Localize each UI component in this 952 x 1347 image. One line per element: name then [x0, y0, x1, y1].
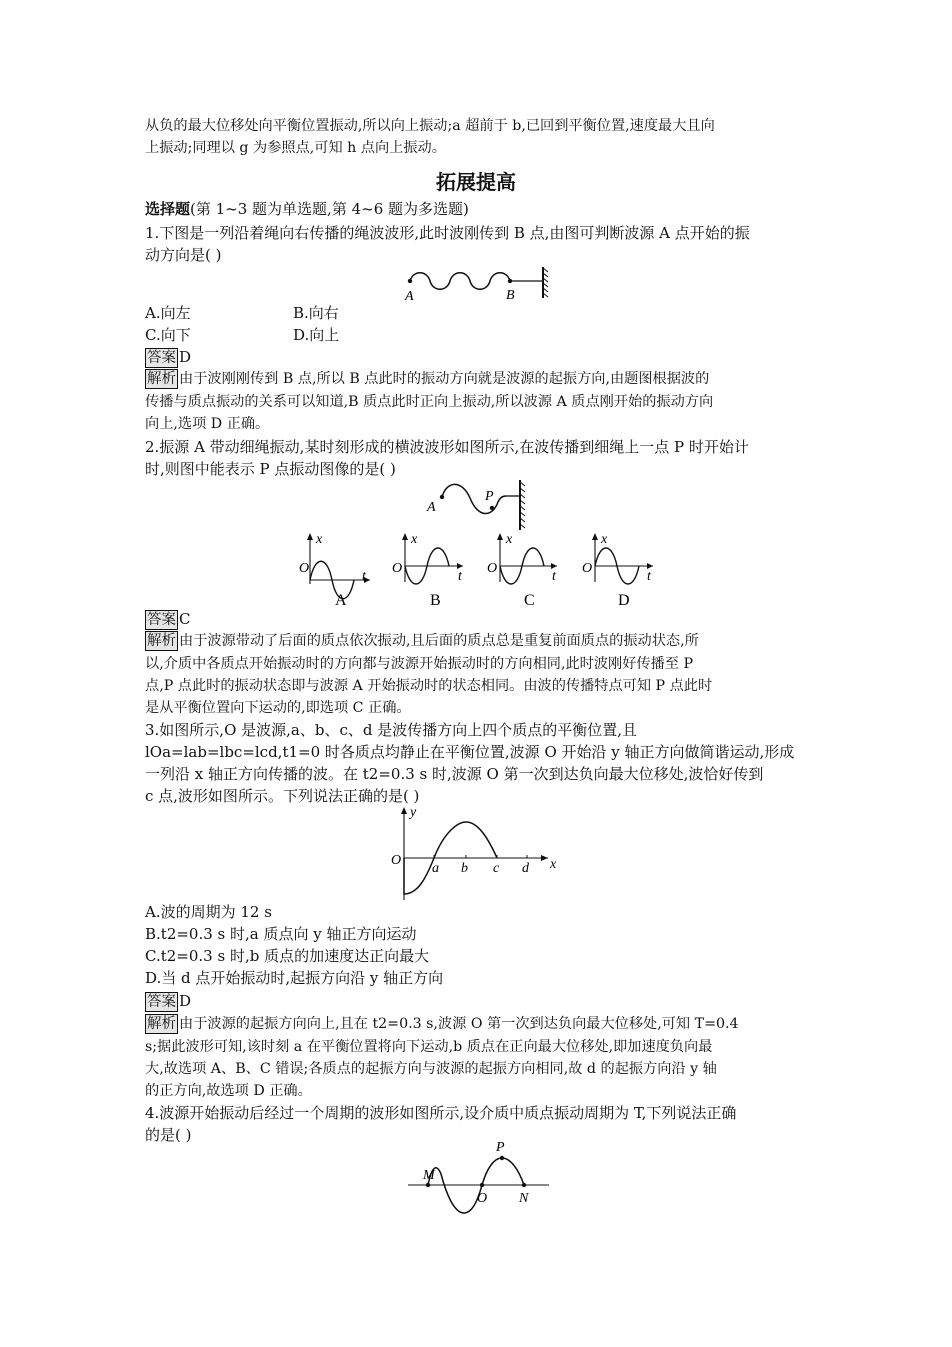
q3-analysis-line-4: 的正方向,故选项 D 正确。: [145, 1083, 312, 1099]
q3-line-1: 3.如图所示,O 是波源,a、b、c、d 是波传播方向上四个质点的平衡位置,且: [145, 721, 637, 739]
q1-label-b: B: [506, 288, 515, 303]
q1-rope-wave-figure: [395, 262, 565, 304]
q1-analysis-line-1: 解析 由于波刚刚传到 B 点,所以 B 点此时的振动方向就是波源的起振方向,由题图根据波的: [147, 371, 710, 387]
q1-answer-value: D: [179, 348, 192, 366]
svg-text:x: x: [316, 532, 323, 547]
q1-answer: [145, 347, 815, 369]
q1-analysis-line-2: 传播与质点振动的关系可以知道,B 质点此时正向上振动,所以波源 A 质点刚开始的振动方向: [145, 394, 714, 410]
q1-line-2: 动方向是( ): [145, 246, 222, 264]
svg-text:O: O: [582, 561, 593, 576]
q4-line-1: 4.波源开始振动后经过一个周期的波形如图所示,设介质中质点振动周期为 T,下列说法正确: [145, 1104, 737, 1122]
intro-line-1: 从负的最大位移处向平衡位置振动,所以向上振动;a 超前于 b,已回到平衡位置,速度最大且向: [145, 118, 715, 134]
q2-answer-tag: 答案: [147, 612, 176, 628]
q3-analysis-line-1: 解析 由于波源的起振方向向上,且在 t2=0.3 s,波源 O 第一次到达负向最大位移处,可知 T=0.4: [147, 1016, 739, 1032]
svg-text:x: x: [601, 532, 608, 547]
svg-text:O: O: [392, 561, 403, 576]
q1-option-b: B.向右: [293, 304, 339, 322]
q2-line-2: 时,则图中能表示 P 点振动图像的是( ): [145, 460, 396, 478]
q2-label-p: P: [485, 489, 494, 504]
q2-analysis-line-3: 点,P 点此时的振动状态即与波源 A 开始振动时的状态相同。由波的传播特点可知 P 点此时: [145, 678, 713, 694]
q2-analysis-tag: 解析: [147, 633, 176, 649]
q2-wave-curve: [442, 484, 506, 513]
q3-label-y: y: [410, 805, 417, 820]
q1-option-c: C.向下: [145, 326, 191, 344]
q2-point-p: [490, 506, 494, 510]
q4-label-o: O: [477, 1191, 488, 1206]
q3-analysis-line-3: 大,故选项 A、B、C 错误;各质点的起振方向与波源的起振方向相同,故 d 的起振方向沿 y 轴: [145, 1061, 717, 1077]
q2-analysis-line-2: 以,介质中各质点开始振动时的方向都与波源开始振动时的方向相同,此时波刚好传播至 P: [145, 656, 694, 672]
q2-answer: [145, 609, 815, 631]
q4-point-p: [500, 1156, 504, 1160]
q4-line-2: 的是( ): [145, 1126, 192, 1144]
q1-analysis-tag: 解析: [147, 371, 176, 387]
section-title: 拓展提高: [436, 170, 516, 194]
svg-text:A: A: [335, 592, 347, 609]
q3-answer: [145, 991, 815, 1013]
q2-graph-d: [582, 532, 653, 609]
q4-point-o: [480, 1183, 484, 1187]
q2-graph-b: [392, 532, 463, 609]
q3-wave-figure: [388, 802, 568, 902]
q3-option-c: C.t2=0.3 s 时,b 质点的加速度达正向最大: [145, 947, 430, 965]
q3-option-b: B.t2=0.3 s 时,a 质点向 y 轴正方向运动: [145, 925, 417, 943]
q4-wave-figure: [404, 1138, 554, 1218]
q3-line-2: lOa=lab=lbc=lcd,t1=0 时各质点均静止在平衡位置,波源 O 开始沿 y 轴正方向做简谐运动,形成: [145, 743, 795, 761]
q3-answer-value: D: [179, 992, 192, 1010]
q2-rope-wave-figure: [422, 478, 532, 533]
q2-graph-c: [487, 532, 557, 609]
q3-line-4: c 点,波形如图所示。下列说法正确的是( ): [145, 787, 420, 805]
svg-text:O: O: [299, 561, 310, 576]
q2-label-a: A: [427, 500, 436, 515]
q1-point-a: [408, 279, 412, 283]
svg-text:t: t: [552, 569, 556, 584]
q3-label-o: O: [391, 853, 402, 868]
section-note: (第 1~3 题为单选题,第 4~6 题为多选题): [190, 200, 469, 218]
q1-point-b: [508, 279, 512, 283]
section-label: 选择题: [145, 200, 191, 218]
svg-text:B: B: [430, 592, 441, 609]
q2-line-1: 2.振源 A 带动细绳振动,某时刻形成的横波波形如图所示,在波传播到细绳上一点 P 时开始计: [145, 438, 749, 456]
svg-text:t: t: [362, 569, 366, 584]
q3-label-d: d: [522, 861, 529, 876]
q1-option-a: A.向左: [145, 304, 191, 322]
q1-line-1: 1.下图是一列沿着绳向右传播的绳波波形,此时波刚传到 B 点,由图可判断波源 A 点开始的振: [145, 224, 750, 242]
intro-line-2: 上振动;同理以 g 为参照点,可知 h 点向上振动。: [145, 140, 446, 156]
q4-label-n: N: [519, 1191, 529, 1206]
q2-point-a: [440, 495, 444, 499]
q4-label-m: M: [423, 1168, 435, 1183]
q3-line-3: 一列沿 x 轴正方向传播的波。在 t2=0.3 s 时,波源 O 第一次到达负向最大位移处,波恰好传到: [145, 765, 764, 783]
q1-analysis-line-3: 向上,选项 D 正确。: [145, 416, 270, 432]
svg-text:D: D: [618, 592, 630, 609]
q2-answer-value: C: [179, 610, 191, 628]
svg-text:t: t: [458, 569, 462, 584]
svg-text:O: O: [487, 561, 498, 576]
q2-vibration-graphs: [295, 530, 665, 612]
svg-text:x: x: [411, 532, 418, 547]
q3-label-a: a: [432, 861, 439, 876]
q1-option-d: D.向上: [293, 326, 340, 344]
q1-wave-curve: [410, 273, 510, 290]
q1-label-a: A: [405, 289, 414, 304]
q3-analysis-tag: 解析: [147, 1016, 176, 1032]
q3-y-arrow: [401, 807, 407, 814]
q3-option-d: D.当 d 点开始振动时,起振方向沿 y 轴正方向: [145, 969, 444, 987]
q4-label-p: P: [496, 1140, 505, 1155]
q4-point-m: [426, 1183, 430, 1187]
q1-answer-tag: 答案: [147, 350, 176, 366]
svg-text:t: t: [647, 569, 651, 584]
q3-option-a: A.波的周期为 12 s: [145, 903, 272, 921]
q4-point-n: [522, 1183, 526, 1187]
q3-label-b: b: [461, 861, 468, 876]
q2-analysis-line-4: 是从平衡位置向下运动的,即选项 C 正确。: [145, 700, 411, 716]
svg-text:x: x: [506, 532, 513, 547]
q2-analysis-line-1: 解析 由于波源带动了后面的质点依次振动,且后面的质点总是重复前面质点的振动状态,所: [147, 633, 699, 649]
q3-answer-tag: 答案: [147, 994, 176, 1010]
section-head: [145, 199, 815, 221]
q3-x-arrow: [541, 855, 548, 861]
q3-label-x: x: [550, 857, 557, 872]
svg-text:C: C: [524, 592, 535, 609]
q2-graph-a: [299, 532, 370, 609]
q3-label-c: c: [493, 861, 500, 876]
q3-analysis-line-2: s;据此波形可知,该时刻 a 在平衡位置将向下运动,b 质点在正向最大位移处,即加速度负向最: [145, 1039, 713, 1055]
